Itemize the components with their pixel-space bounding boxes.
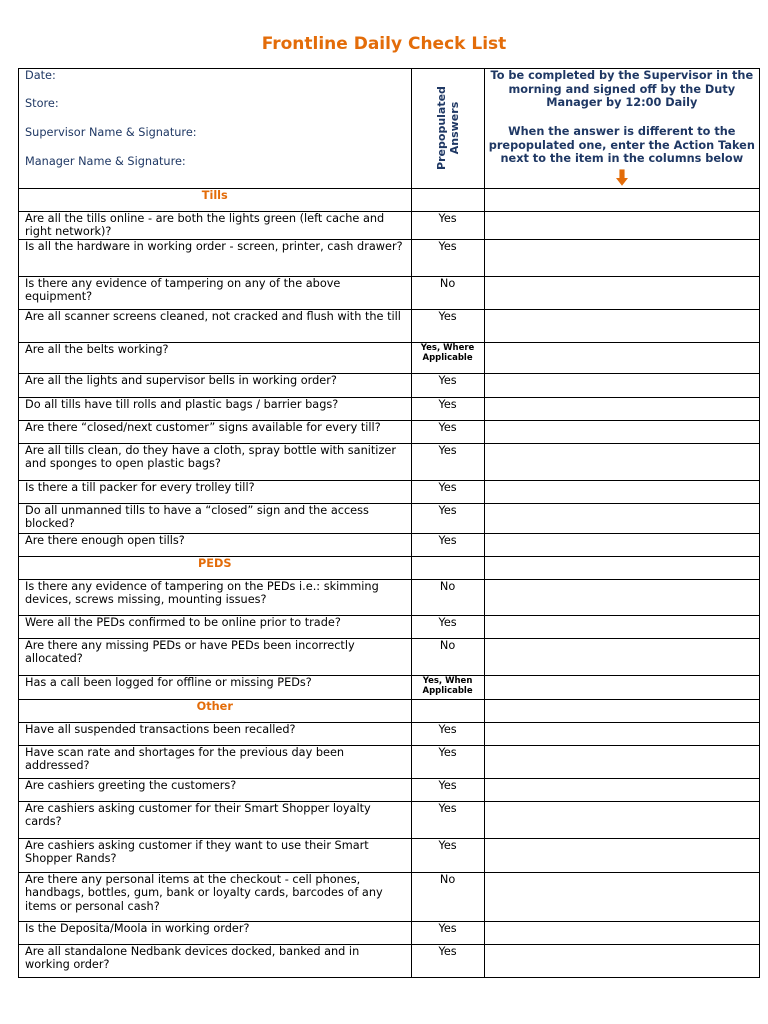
table-row	[19, 480, 760, 503]
table-row	[19, 675, 760, 699]
question-cell: Are there enough open tills?	[19, 533, 412, 556]
table-row	[19, 838, 760, 872]
action-taken-cell[interactable]	[484, 373, 759, 397]
section-row-tills	[19, 188, 760, 211]
action-taken-cell[interactable]	[484, 276, 759, 309]
prepopulated-answer-cell: No	[411, 579, 484, 615]
action-taken-cell[interactable]	[484, 397, 759, 420]
instruction-2: When the answer is different to the prepopulated one, enter the Action Taken next to the item in the columns below	[488, 125, 755, 165]
section-heading	[19, 188, 412, 211]
question-cell: Is there any evidence of tampering on the PEDs i.e.: skimming devices, screws missing, mounting issues?	[19, 579, 412, 615]
question-cell: Are all the tills online - are both the lights green (left cache and right network)?	[19, 211, 412, 239]
section-answer-blank	[411, 699, 484, 722]
table-row	[19, 778, 760, 801]
prepopulated-answer-cell: Yes	[411, 838, 484, 872]
prepopulated-answer-cell: Yes	[411, 722, 484, 745]
prepopulated-answer-cell: Yes	[411, 480, 484, 503]
table-row	[19, 579, 760, 615]
table-row	[19, 801, 760, 838]
table-row	[19, 944, 760, 977]
question-cell: Do all unmanned tills to have a “closed” sign and the access blocked?	[19, 503, 412, 533]
supervisor-field[interactable]: Supervisor Name & Signature:	[25, 126, 197, 139]
prepopulated-answer-cell: Yes	[411, 443, 484, 480]
action-taken-cell[interactable]	[484, 778, 759, 801]
action-taken-cell[interactable]	[484, 503, 759, 533]
question-cell: Is there any evidence of tampering on any of the above equipment?	[19, 276, 412, 309]
manager-field[interactable]: Manager Name & Signature:	[25, 155, 186, 168]
action-taken-cell[interactable]	[484, 921, 759, 944]
question-cell: Do all tills have till rolls and plastic bags / barrier bags?	[19, 397, 412, 420]
question-cell: Are all standalone Nedbank devices docked, banked and in working order?	[19, 944, 412, 977]
prepopulated-answer-cell: Yes	[411, 778, 484, 801]
prepopulated-answer-cell: No	[411, 638, 484, 675]
table-row	[19, 615, 760, 638]
question-cell: Are all scanner screens cleaned, not cracked and flush with the till	[19, 309, 412, 342]
page-title: Frontline Daily Check List	[261, 34, 507, 54]
table-row	[19, 503, 760, 533]
question-cell: Is the Deposita/Moola in working order?	[19, 921, 412, 944]
question-cell: Were all the PEDs confirmed to be online prior to trade?	[19, 615, 412, 638]
question-cell: Are all tills clean, do they have a cloth, spray bottle with sanitizer and sponges to open plastic bags?	[19, 443, 412, 480]
table-row	[19, 373, 760, 397]
action-taken-cell[interactable]	[484, 722, 759, 745]
question-cell: Are there any personal items at the checkout - cell phones, handbags, bottles, gum, bank or loyalty cards, barcodes of any items or personal cash?	[19, 872, 412, 921]
table-row	[19, 872, 760, 921]
action-taken-cell[interactable]	[484, 615, 759, 638]
action-taken-cell[interactable]	[484, 745, 759, 778]
prepopulated-header	[411, 69, 484, 189]
prepopulated-answer-cell: Yes	[411, 921, 484, 944]
prepopulated-answer-cell: Yes	[411, 944, 484, 977]
section-heading	[19, 556, 412, 579]
action-taken-cell[interactable]	[484, 342, 759, 373]
prepopulated-answer-cell: Yes, Where Applicable	[411, 342, 484, 373]
action-taken-cell[interactable]	[484, 944, 759, 977]
question-cell: Are cashiers asking customer if they want to use their Smart Shopper Rands?	[19, 838, 412, 872]
action-taken-cell[interactable]	[484, 533, 759, 556]
question-cell: Have all suspended transactions been recalled?	[19, 722, 412, 745]
action-taken-cell[interactable]	[484, 443, 759, 480]
question-cell: Are all the belts working?	[19, 342, 412, 373]
section-answer-blank	[411, 188, 484, 211]
table-row	[19, 397, 760, 420]
table-row	[19, 745, 760, 778]
section-action-blank	[484, 699, 759, 722]
table-row	[19, 420, 760, 443]
prepopulated-answer-cell: Yes	[411, 420, 484, 443]
instructions	[484, 69, 759, 189]
action-taken-cell[interactable]	[484, 872, 759, 921]
question-cell: Are cashiers greeting the customers?	[19, 778, 412, 801]
section-row-peds	[19, 556, 760, 579]
table-row	[19, 722, 760, 745]
question-cell: Are there “closed/next customer” signs available for every till?	[19, 420, 412, 443]
section-label: Other	[196, 699, 233, 713]
section-action-blank	[484, 556, 759, 579]
store-field[interactable]: Store:	[25, 97, 59, 110]
action-taken-cell[interactable]	[484, 480, 759, 503]
table-row	[19, 211, 760, 239]
table-row	[19, 638, 760, 675]
prepopulated-answer-cell: Yes	[411, 211, 484, 239]
question-cell: Has a call been logged for offline or missing PEDs?	[19, 675, 412, 699]
table-row	[19, 533, 760, 556]
section-label: PEDS	[198, 556, 232, 570]
question-cell: Are cashiers asking customer for their Smart Shopper loyalty cards?	[19, 801, 412, 838]
instruction-1: To be completed by the Supervisor in the morning and signed off by the Duty Manager by 12:00 Daily	[490, 69, 754, 109]
section-action-blank	[484, 188, 759, 211]
question-cell: Is all the hardware in working order - screen, printer, cash drawer?	[19, 239, 412, 276]
question-cell: Are there any missing PEDs or have PEDs been incorrectly allocated?	[19, 638, 412, 675]
question-cell: Is there a till packer for every trolley till?	[19, 480, 412, 503]
prepopulated-answer-cell: Yes	[411, 533, 484, 556]
date-field[interactable]: Date:	[25, 69, 56, 82]
prepopulated-answer-cell: Yes	[411, 615, 484, 638]
prepopulated-answer-cell: No	[411, 276, 484, 309]
action-taken-cell[interactable]	[484, 579, 759, 615]
prepopulated-answer-cell: Yes	[411, 503, 484, 533]
checklist-table	[18, 68, 760, 978]
prepopulated-answer-cell: Yes, When Applicable	[411, 675, 484, 699]
prepopulated-answer-cell: Yes	[411, 745, 484, 778]
table-row	[19, 276, 760, 309]
prepopulated-answer-cell: Yes	[411, 397, 484, 420]
action-taken-cell[interactable]	[484, 211, 759, 239]
action-taken-cell[interactable]	[484, 420, 759, 443]
question-cell: Have scan rate and shortages for the previous day been addressed?	[19, 745, 412, 778]
down-arrow-icon	[616, 168, 628, 188]
action-taken-cell[interactable]	[484, 239, 759, 276]
action-taken-cell[interactable]	[484, 638, 759, 675]
table-row	[19, 309, 760, 342]
question-cell: Are all the lights and supervisor bells in working order?	[19, 373, 412, 397]
action-taken-cell[interactable]	[484, 309, 759, 342]
header-row	[19, 69, 760, 189]
prepopulated-answer-cell: Yes	[411, 309, 484, 342]
section-answer-blank	[411, 556, 484, 579]
section-heading	[19, 699, 412, 722]
section-label: Tills	[201, 188, 228, 202]
action-taken-cell[interactable]	[484, 801, 759, 838]
section-row-other	[19, 699, 760, 722]
table-row	[19, 921, 760, 944]
prepopulated-answer-cell: Yes	[411, 373, 484, 397]
prepopulated-answer-cell: Yes	[411, 801, 484, 838]
action-taken-cell[interactable]	[484, 838, 759, 872]
prepopulated-answer-cell: Yes	[411, 239, 484, 276]
action-taken-cell[interactable]	[484, 675, 759, 699]
table-row	[19, 443, 760, 480]
prepopulated-label: Prepopulated Answers	[434, 86, 461, 171]
table-row	[19, 342, 760, 373]
prepopulated-answer-cell: No	[411, 872, 484, 921]
header-fields	[19, 69, 412, 189]
table-row	[19, 239, 760, 276]
